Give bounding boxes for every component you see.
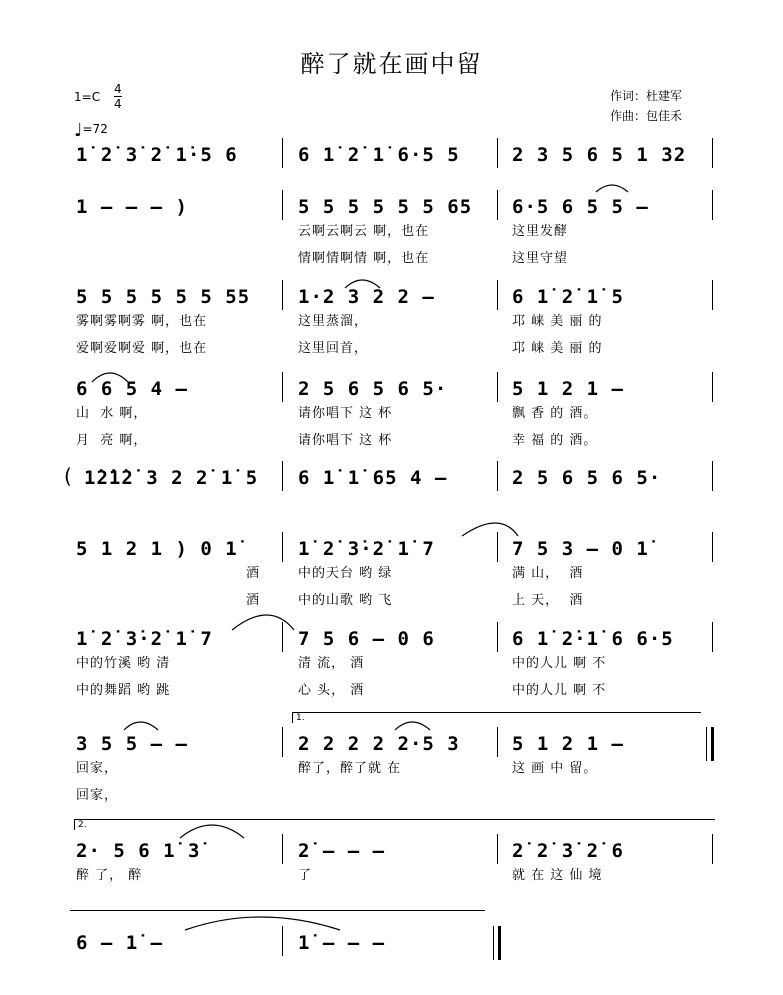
barline [282,926,283,956]
tie [124,722,158,730]
lyric-line: 中的竹溪 哟 清 [76,656,171,671]
repeat-barline [706,727,714,761]
final-barline [493,926,501,960]
measure-notes: 2 5 6 5 6 5· [298,378,448,400]
measure-notes: 2· 5 6 1̇ 3̇ [76,840,201,862]
lyric-line: 酒 [246,593,261,608]
lyric-line: 这里回首， [298,341,369,356]
tempo-value: =72 [82,122,108,136]
measure-notes: 2 3 5 6 5 1 32 [512,144,687,166]
barline [497,461,498,491]
volta-1-label: 1. [296,713,305,723]
lyric-line: 请你唱下 这 杯 [298,406,393,421]
lyric-line: 云啊云啊云 啊，也在 [298,224,430,239]
measure-notes: 5 5 5 5 5 5 65 [298,196,473,218]
lyricist-credit: 作词：杜建军 [610,89,683,103]
composer-credit: 作曲：包佳禾 [610,109,683,123]
measure-notes: 2 2 2 2 2·5 3 [298,733,460,755]
barline [712,280,713,310]
lyric-line: 上 天， 酒 [512,593,584,608]
lyric-line: 中的天台 哟 绿 [298,566,393,581]
barline [282,461,283,491]
barline [282,727,283,757]
lyric-line: 幸 福 的 酒。 [512,433,598,448]
lyric-line: 这里守望 [512,251,569,266]
measure-notes: 1̇ 2̇ 3̇·2̇ 1̇ 7 [298,538,435,560]
barline [497,138,498,168]
lyric-line: 邛 崃 美 丽 的 [512,341,603,356]
time-signature-bottom: 4 [114,97,122,111]
lyric-line: 这 画 中 留。 [512,761,598,776]
lyric-line: 醉 了， 醉 [76,868,143,883]
quarter-note-icon: ♩ [74,120,83,141]
time-signature-top: 4 [114,82,122,96]
measure-notes: 6 1̇ 2̇ 1̇ 6·5 5 [298,144,460,166]
lyric-line: 回家， [76,761,119,776]
lyric-line: 雾啊雾啊雾 啊，也在 [76,314,208,329]
barline [282,280,283,310]
lyric-line: 这里蒸溜， [298,314,369,329]
measure-notes: 6·5 6 5 5 – [512,196,649,218]
measure-notes: 6 1̇ 2̇·1̇ 6 6·5 [512,628,674,650]
key-signature: 1=C [74,90,101,104]
lyric-line: 中的舞蹈 哟 跳 [76,683,171,698]
barline [497,727,498,757]
tie [596,185,628,192]
barline [282,532,283,562]
barline [497,622,498,652]
barline [712,190,713,220]
lyric-line: 就 在 这 仙 境 [512,868,603,883]
measure-notes: 2̇ – – – [298,840,386,862]
barline [712,138,713,168]
barline [282,138,283,168]
song-title: 醉了就在画中留 [300,50,483,78]
lyric-line: 这里发酵 [512,224,569,239]
lyric-line: 飘 香 的 酒。 [512,406,598,421]
lyric-line: 中的人儿 啊 不 [512,656,607,671]
measure-notes: 1̇2̇1̇2̇ 3 2 2̇ 1̇ 5 [84,467,259,489]
barline [497,280,498,310]
barline [712,834,713,864]
lyric-line: 爱啊爱啊爱 啊，也在 [76,341,208,356]
measure-notes: 6 – 1̇ – [76,932,164,954]
measure-notes: 5 1 2 1 – [512,733,624,755]
measure-notes: 5 5 5 5 5 5 55 [76,286,251,308]
lyric-line: 中的人儿 啊 不 [512,683,607,698]
lyric-line: 回家， [76,788,119,803]
barline [282,834,283,864]
open-parenthesis: ( [64,464,72,488]
tie [232,615,294,630]
volta-2-bracket [74,819,715,830]
lyric-line: 了 [298,868,313,883]
key-and-tempo [74,82,122,141]
measure-notes: 2 5 6 5 6 5· [512,467,662,489]
lyric-line: 月 亮 啊， [76,433,148,448]
measure-notes: 7 5 6 – 0 6 [298,628,435,650]
barline [282,190,283,220]
lyric-line: 中的山歌 哟 飞 [298,593,393,608]
volta-1-bracket [292,712,701,723]
lyric-line: 酒 [246,566,261,581]
lyric-line: 请你唱下 这 杯 [298,433,393,448]
tie [185,917,340,930]
tie [395,722,430,730]
barline [712,461,713,491]
lyric-line: 邛 崃 美 丽 的 [512,314,603,329]
lyric-line: 心 头， 酒 [298,683,365,698]
credits [610,86,682,126]
slur-line [70,910,485,911]
measure-notes: 5 1 2 1 ) 0 1̇ [76,538,238,560]
measure-notes: 5 1 2 1 – [512,378,624,400]
lyric-line: 情啊情啊情 啊，也在 [298,251,430,266]
measure-notes: 6 6 5 4 – [76,378,188,400]
barline [497,372,498,402]
lyric-line: 山 水 啊， [76,406,148,421]
barline [282,372,283,402]
measure-notes: 1̇ 2̇ 3̇ 2̇ 1̇·5 6 [76,144,238,166]
measure-notes: 1 – – – ) [76,196,188,218]
lyric-line: 满 山， 酒 [512,566,584,581]
barline [497,532,498,562]
lyric-line: 清 流， 酒 [298,656,365,671]
volta-2-label: 2. [78,820,87,830]
tie [462,523,518,536]
barline [497,834,498,864]
barline [712,622,713,652]
barline [282,622,283,652]
lyric-line: 醉了，醉了就 在 [298,761,402,776]
measure-notes: 1̇ 2̇ 3̇·2̇ 1̇ 7 [76,628,213,650]
measure-notes: 6 1̇ 2̇ 1̇ 5 [512,286,624,308]
measure-notes: 1̇ – – – [298,932,386,954]
time-signature [114,82,122,111]
measure-notes: 6 1̇ 1̇ 65 4 – [298,467,448,489]
measure-notes: 3 5 5 – – [76,733,188,755]
measure-notes: 7 5 3 – 0 1̇ [512,538,649,560]
tempo-marking [74,120,108,141]
barline [712,372,713,402]
measure-notes: 1·2 3 2 2 – [298,286,435,308]
measure-notes: 2̇ 2̇ 3̇ 2̇ 6 [512,840,624,862]
barline [712,532,713,562]
barline [497,190,498,220]
